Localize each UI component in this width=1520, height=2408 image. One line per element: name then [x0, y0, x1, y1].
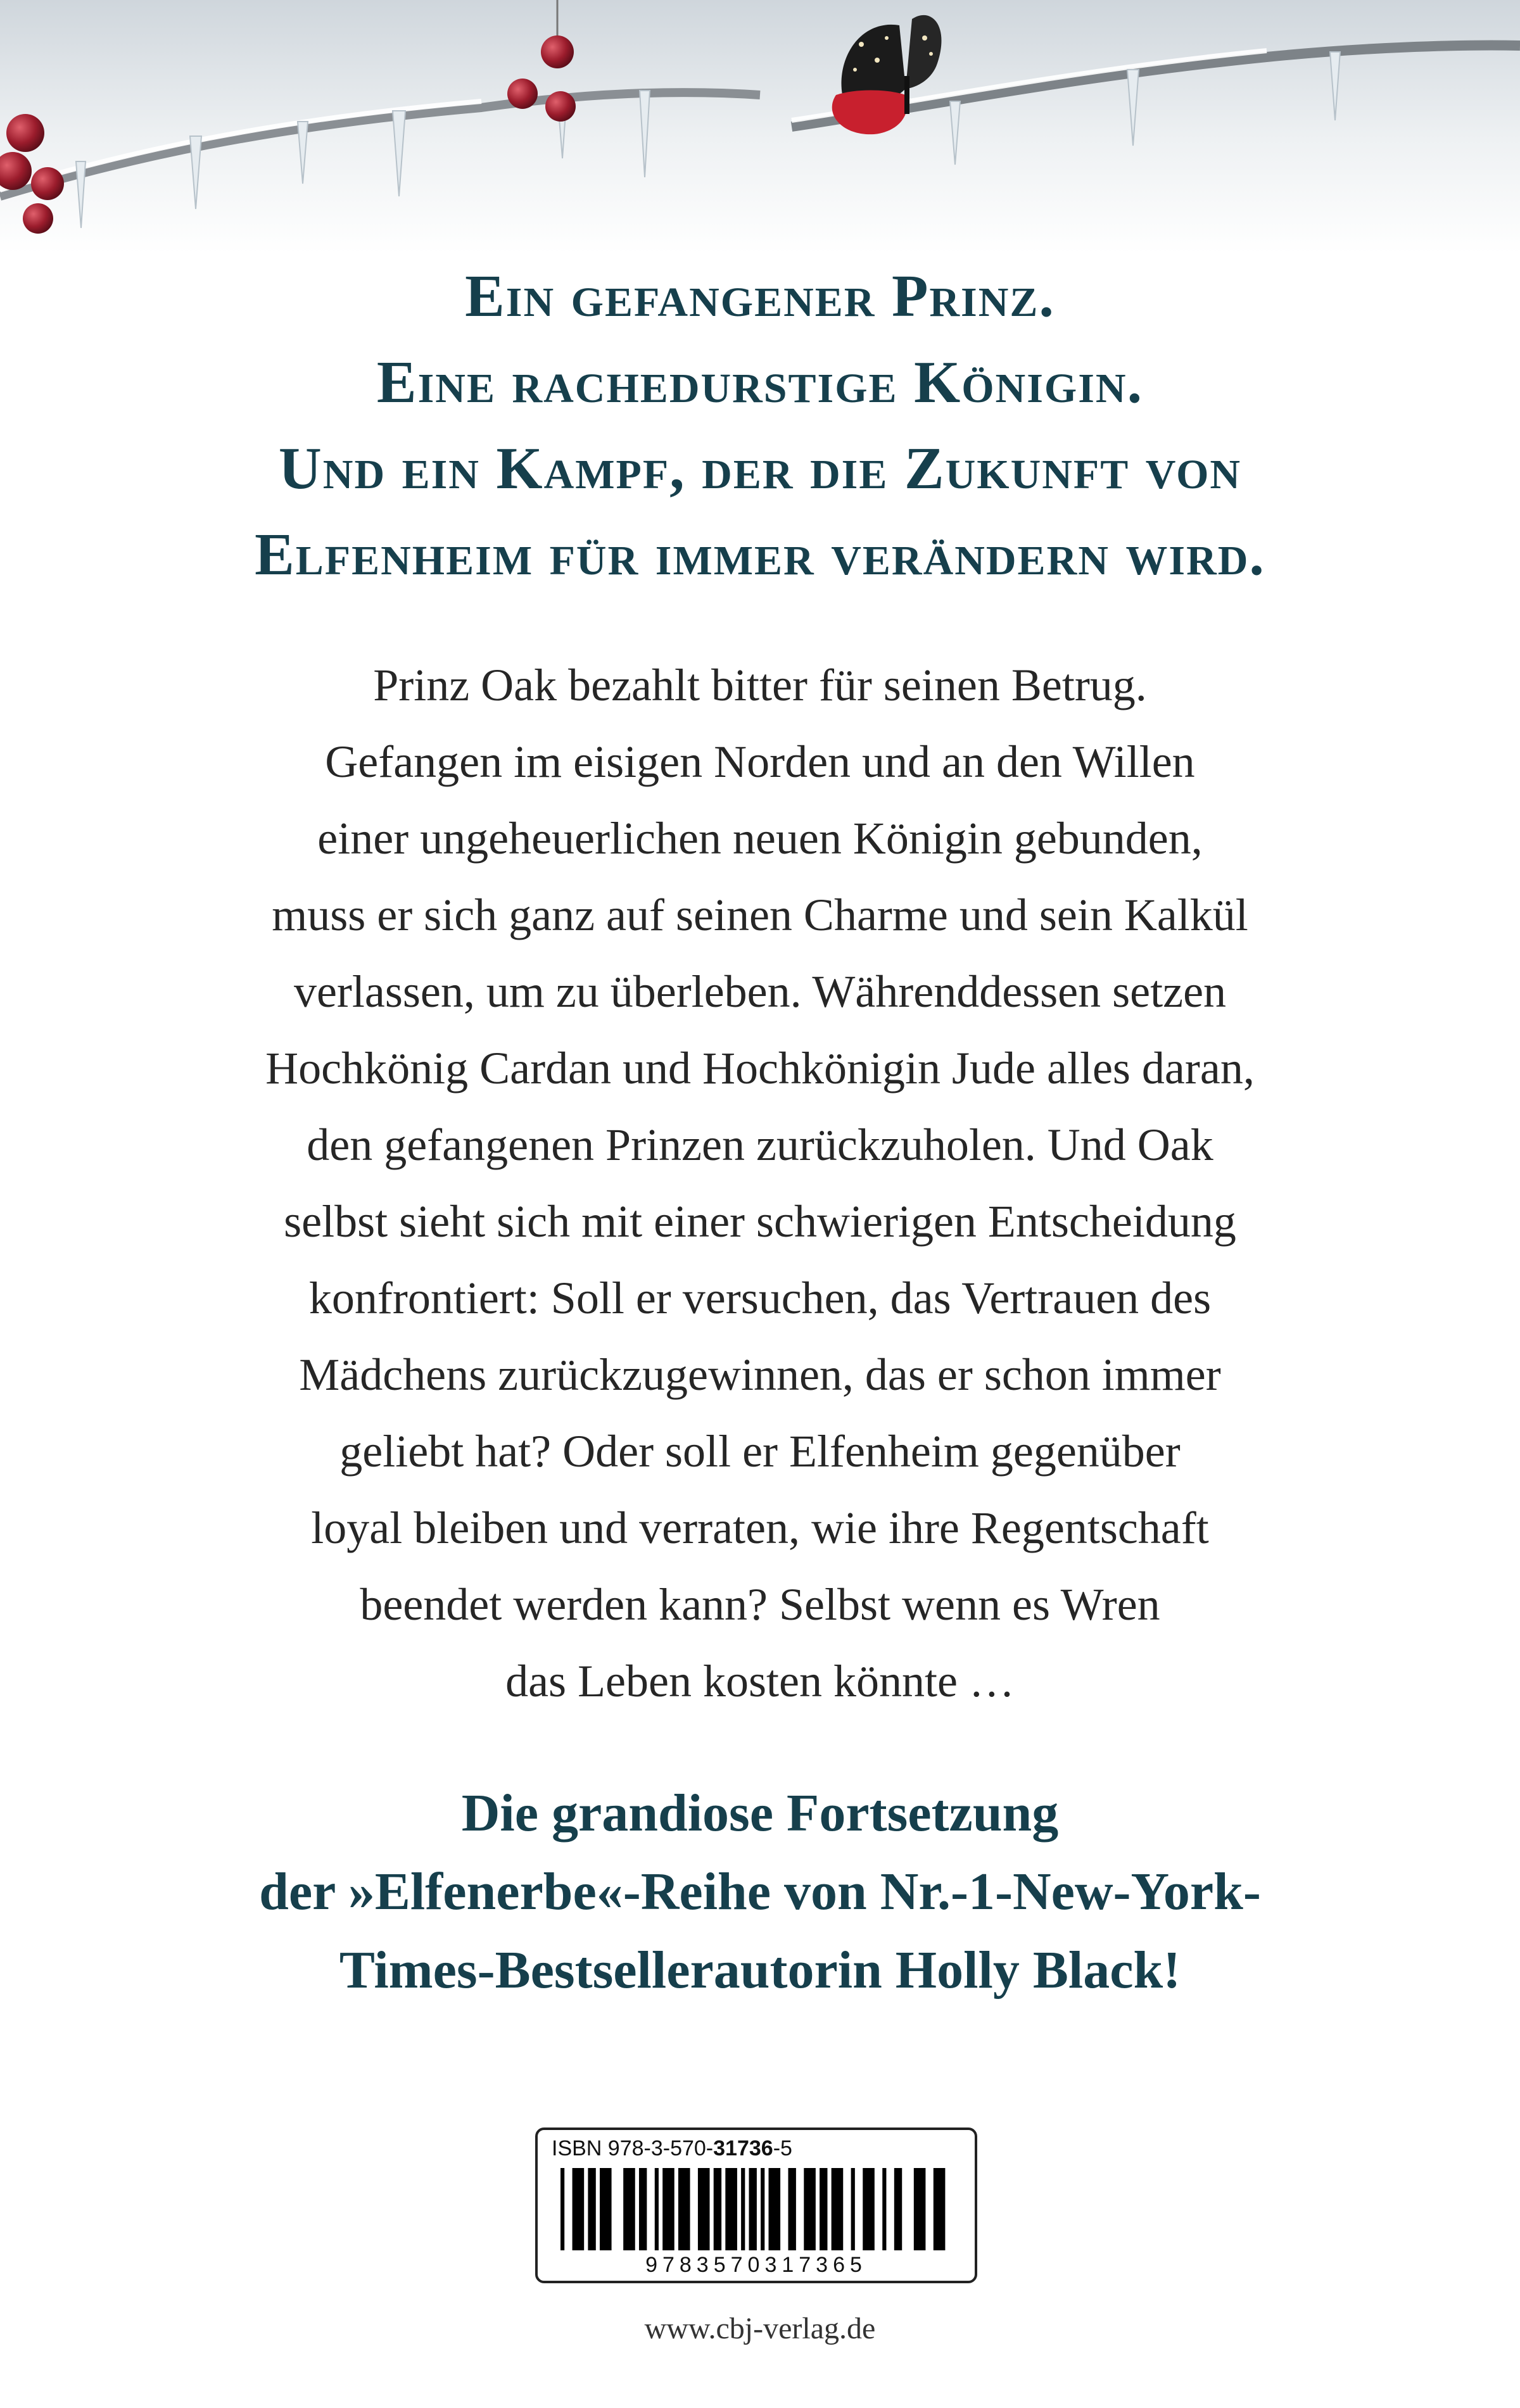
blurb-line: Hochkönig Cardan und Hochkönigin Jude alles daran, [265, 1043, 1255, 1094]
headline-line: Und ein Kampf, der die Zukunft von [278, 436, 1242, 501]
tagline [0, 1774, 1520, 2010]
blurb-line: konfrontiert: Soll er versuchen, das Vertrauen des [308, 1273, 1212, 1323]
ean-digits: 9783570317365 [645, 2253, 867, 2277]
blurb-line: loyal bleiben und verraten, wie ihre Regentschaft [311, 1503, 1209, 1553]
blurb-line: Prinz Oak bezahlt bitter für seinen Betrug. [373, 660, 1147, 710]
blurb-line: Mädchens zurückzugewinnen, das er schon immer [299, 1349, 1221, 1400]
publisher-url: www.cbj-verlag.de [644, 2312, 876, 2345]
blurb-line: selbst sieht sich mit einer schwierigen Entscheidung [284, 1196, 1236, 1247]
blurb-text [0, 647, 1520, 1720]
barcode-bars [560, 2168, 957, 2250]
blurb-line: den gefangenen Prinzen zurückzuholen. Und Oak [307, 1119, 1213, 1170]
headline-line: Ein gefangener Prinz. [465, 263, 1055, 329]
blurb-line: beendet werden kann? Selbst wenn es Wren [360, 1579, 1160, 1630]
isbn-barcode [535, 2127, 977, 2283]
isbn-text: ISBN 978-3-570-31736-5 [552, 2136, 792, 2160]
winter-branch-illustration [0, 0, 1520, 253]
tagline-line: Times-Bestsellerautorin Holly Black! [339, 1941, 1181, 2000]
blurb-line: verlassen, um zu überleben. Währenddessen setzen [293, 966, 1227, 1017]
blurb-line: muss er sich ganz auf seinen Charme und sein Kalkül [272, 890, 1248, 940]
blurb-line: einer ungeheuerlichen neuen Königin gebunden, [317, 813, 1203, 864]
blurb-line: geliebt hat? Oder soll er Elfenheim gegenüber [339, 1426, 1181, 1477]
headline-line: Eine rachedurstige Königin. [376, 350, 1144, 415]
tagline-line: der »Elfenerbe«-Reihe von Nr.-1-New-York- [259, 1862, 1261, 1921]
blurb-line: Gefangen im eisigen Norden und an den Willen [325, 736, 1195, 787]
headline [0, 253, 1520, 598]
tagline-line: Die grandiose Fortsetzung [461, 1784, 1059, 1843]
blurb-line: das Leben kosten könnte … [505, 1656, 1015, 1706]
headline-line: Elfenheim für immer verändern wird. [255, 522, 1265, 588]
